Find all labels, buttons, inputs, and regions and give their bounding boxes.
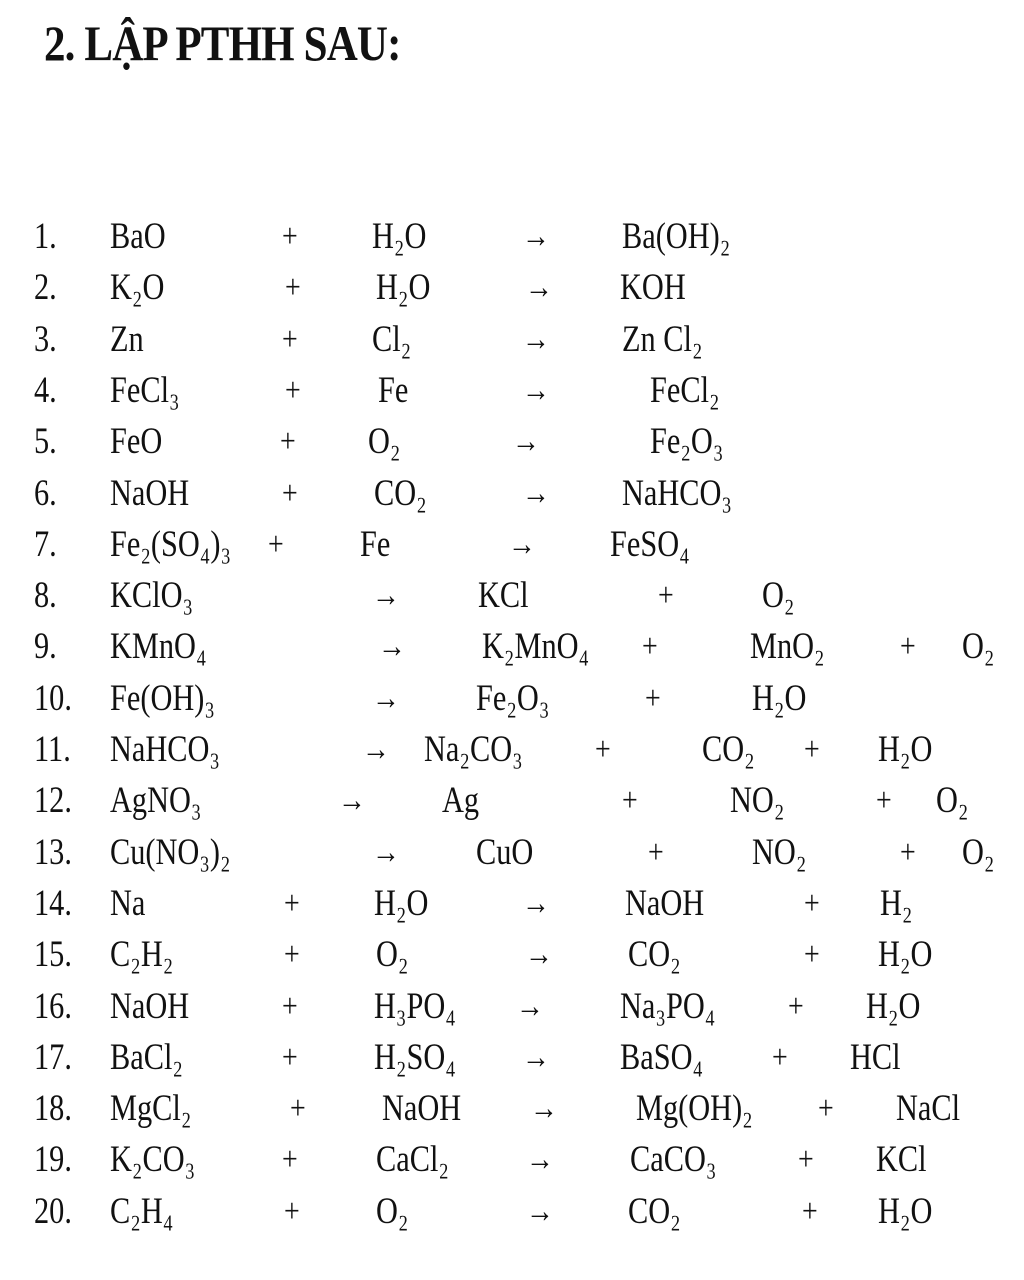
chemical-formula: Zn (110, 318, 144, 360)
plus-sign: + (645, 679, 661, 717)
chemical-formula: CaCO₃ (630, 1139, 717, 1181)
plus-sign: + (804, 884, 820, 922)
chemical-formula: KCl (876, 1139, 927, 1181)
reaction-arrow: → (526, 1141, 554, 1179)
chemical-formula: NO₂ (752, 831, 807, 873)
chemical-formula: H₂O (372, 216, 427, 257)
chemical-formula: BaCl₂ (110, 1036, 183, 1078)
equation-number: 10. (34, 677, 72, 719)
equation-row (0, 366, 1024, 416)
chemical-formula: CaCl₂ (376, 1139, 449, 1181)
chemical-formula: Cu(NO₃)₂ (110, 831, 231, 873)
chemical-formula: Ag (442, 780, 480, 822)
plus-sign: + (900, 833, 916, 871)
chemical-formula: Fe₂(SO₄)₃ (110, 523, 232, 565)
equation-row (0, 828, 1024, 878)
chemical-formula: Fe(OH)₃ (110, 677, 215, 719)
plus-sign: + (282, 987, 298, 1025)
chemical-formula: H₃PO₄ (374, 985, 456, 1027)
equation-number: 7. (34, 523, 57, 565)
chemical-formula: Mg(OH)₂ (636, 1088, 753, 1130)
chemical-formula: Zn Cl₂ (622, 318, 703, 360)
equation-number: 8. (34, 575, 57, 617)
plus-sign: + (282, 320, 298, 358)
chemical-formula: CuO (476, 831, 534, 873)
chemical-formula: FeSO₄ (610, 523, 690, 565)
equation-row (0, 1084, 1024, 1134)
chemical-formula: KCl (478, 575, 529, 617)
chemical-formula: O₂ (762, 575, 795, 617)
equation-number: 1. (34, 216, 57, 257)
chemical-formula: H₂O (752, 677, 807, 719)
equation-number: 11. (34, 729, 71, 770)
equation-number: 16. (34, 985, 72, 1027)
equation-row (0, 417, 1024, 467)
chemical-formula: O₂ (376, 1190, 409, 1232)
plus-sign: + (658, 577, 674, 615)
equation-row (0, 1033, 1024, 1083)
plus-sign: + (284, 936, 300, 974)
chemical-formula: AgNO₃ (110, 780, 202, 822)
chemical-formula: BaO (110, 216, 166, 257)
chemical-formula: O₂ (962, 626, 995, 668)
chemical-formula: H₂O (866, 985, 921, 1027)
reaction-arrow: → (338, 782, 366, 820)
plus-sign: + (285, 269, 301, 307)
equation-number: 13. (34, 831, 72, 873)
chemical-formula: H₂SO₄ (374, 1036, 456, 1078)
plus-sign: + (285, 371, 301, 409)
equation-row (0, 520, 1024, 570)
chemical-formula: K₂O (110, 267, 165, 309)
chemical-formula: Fe (378, 369, 409, 411)
chemical-formula: KOH (620, 267, 686, 309)
chemical-formula: KClO₃ (110, 575, 194, 617)
plus-sign: + (802, 1192, 818, 1230)
chemical-formula: H₂O (878, 1190, 933, 1232)
reaction-arrow: → (378, 628, 406, 666)
chemical-formula: NO₂ (730, 780, 785, 822)
equation-row (0, 776, 1024, 826)
plus-sign: + (804, 731, 820, 768)
reaction-arrow: → (372, 833, 400, 871)
chemical-formula: CO₂ (628, 1190, 681, 1232)
reaction-arrow: → (525, 269, 553, 307)
reaction-arrow: → (522, 884, 550, 922)
equation-row (0, 571, 1024, 621)
chemical-formula: Fe (360, 523, 391, 565)
plus-sign: + (818, 1090, 834, 1128)
chemical-formula: Na₃PO₄ (620, 985, 716, 1027)
chemical-formula: KMnO₄ (110, 626, 207, 668)
plus-sign: + (284, 884, 300, 922)
equation-row (0, 1135, 1024, 1185)
equation-number: 6. (34, 472, 57, 514)
plus-sign: + (622, 782, 638, 820)
chemical-formula: NaOH (110, 985, 190, 1027)
chemical-formula: H₂O (878, 729, 933, 770)
chemical-formula: CO₂ (702, 729, 755, 770)
equation-number: 9. (34, 626, 57, 668)
reaction-arrow: → (372, 679, 400, 717)
chemical-formula: MgCl₂ (110, 1088, 192, 1130)
chemical-formula: NaOH (625, 882, 705, 924)
chemical-formula: NaHCO₃ (110, 729, 221, 770)
reaction-arrow: → (522, 474, 550, 512)
plus-sign: + (282, 218, 298, 255)
plus-sign: + (282, 474, 298, 512)
chemical-formula: H₂O (374, 882, 429, 924)
equation-number: 2. (34, 267, 57, 309)
chemical-formula: BaSO₄ (620, 1036, 704, 1078)
reaction-arrow: → (522, 371, 550, 409)
chemical-formula: FeCl₂ (650, 369, 720, 411)
chemical-formula: K₂MnO₄ (482, 626, 590, 668)
equation-row (0, 212, 1024, 262)
equation-number: 15. (34, 934, 72, 976)
plus-sign: + (290, 1090, 306, 1128)
plus-sign: + (798, 1141, 814, 1179)
equation-number: 12. (34, 780, 72, 822)
equation-number: 18. (34, 1088, 72, 1130)
plus-sign: + (282, 1141, 298, 1179)
reaction-arrow: → (522, 1038, 550, 1076)
equation-row (0, 725, 1024, 775)
chemical-formula: Fe₂O₃ (650, 421, 724, 463)
reaction-arrow: → (522, 320, 550, 358)
chemical-formula: FeO (110, 421, 163, 463)
chemical-formula: Cl₂ (372, 318, 412, 360)
plus-sign: + (268, 525, 284, 563)
chemical-formula: Na₂CO₃ (424, 729, 523, 770)
chemical-formula: C₂H₂ (110, 934, 174, 976)
chemical-formula: O₂ (962, 831, 995, 873)
plus-sign: + (804, 936, 820, 974)
chemical-formula: K₂CO₃ (110, 1139, 196, 1181)
equation-number: 17. (34, 1036, 72, 1078)
chemical-formula: NaOH (382, 1088, 462, 1130)
plus-sign: + (772, 1038, 788, 1076)
chemical-formula: H₂O (376, 267, 431, 309)
equation-row (0, 315, 1024, 365)
equation-row (0, 930, 1024, 980)
equation-number: 4. (34, 369, 57, 411)
chemical-formula: C₂H₄ (110, 1190, 174, 1232)
equation-row (0, 263, 1024, 313)
plus-sign: + (280, 423, 296, 461)
chemical-formula: Na (110, 882, 146, 924)
equation-number: 3. (34, 318, 57, 360)
equation-row (0, 982, 1024, 1032)
chemical-formula: NaHCO₃ (622, 472, 733, 514)
chemical-formula: NaCl (896, 1088, 961, 1130)
chemical-formula: NaOH (110, 472, 190, 514)
reaction-arrow: → (362, 731, 390, 768)
plus-sign: + (642, 628, 658, 666)
equation-row (0, 469, 1024, 519)
equation-number: 14. (34, 882, 72, 924)
reaction-arrow: → (516, 987, 544, 1025)
equation-number: 20. (34, 1190, 72, 1232)
plus-sign: + (648, 833, 664, 871)
plus-sign: + (595, 731, 611, 768)
plus-sign: + (284, 1192, 300, 1230)
equation-row (0, 879, 1024, 929)
reaction-arrow: → (512, 423, 540, 461)
chemical-formula: CO₂ (374, 472, 427, 514)
chemical-formula: CO₂ (628, 934, 681, 976)
chemical-formula: Fe₂O₃ (476, 677, 550, 719)
equation-number: 19. (34, 1139, 72, 1181)
equation-number: 5. (34, 421, 57, 463)
plus-sign: + (788, 987, 804, 1025)
chemical-formula: O₂ (368, 421, 401, 463)
reaction-arrow: → (508, 525, 536, 563)
plus-sign: + (900, 628, 916, 666)
reaction-arrow: → (522, 218, 550, 255)
chemical-formula: H₂ (880, 882, 913, 924)
plus-sign: + (282, 1038, 298, 1076)
equation-row (0, 1187, 1024, 1237)
page-title: 2. LẬP PTHH SAU: (44, 15, 401, 71)
equation-row (0, 674, 1024, 724)
chemical-formula: FeCl₃ (110, 369, 180, 411)
plus-sign: + (876, 782, 892, 820)
chemical-formula: HCl (850, 1036, 901, 1078)
chemical-formula: O₂ (376, 934, 409, 976)
chemical-formula: Ba(OH)₂ (622, 216, 731, 257)
reaction-arrow: → (530, 1090, 558, 1128)
chemical-formula: MnO₂ (750, 626, 825, 668)
equation-row (0, 622, 1024, 672)
reaction-arrow: → (372, 577, 400, 615)
reaction-arrow: → (525, 936, 553, 974)
chemical-formula: H₂O (878, 934, 933, 976)
reaction-arrow: → (526, 1192, 554, 1230)
chemical-formula: O₂ (936, 780, 969, 822)
